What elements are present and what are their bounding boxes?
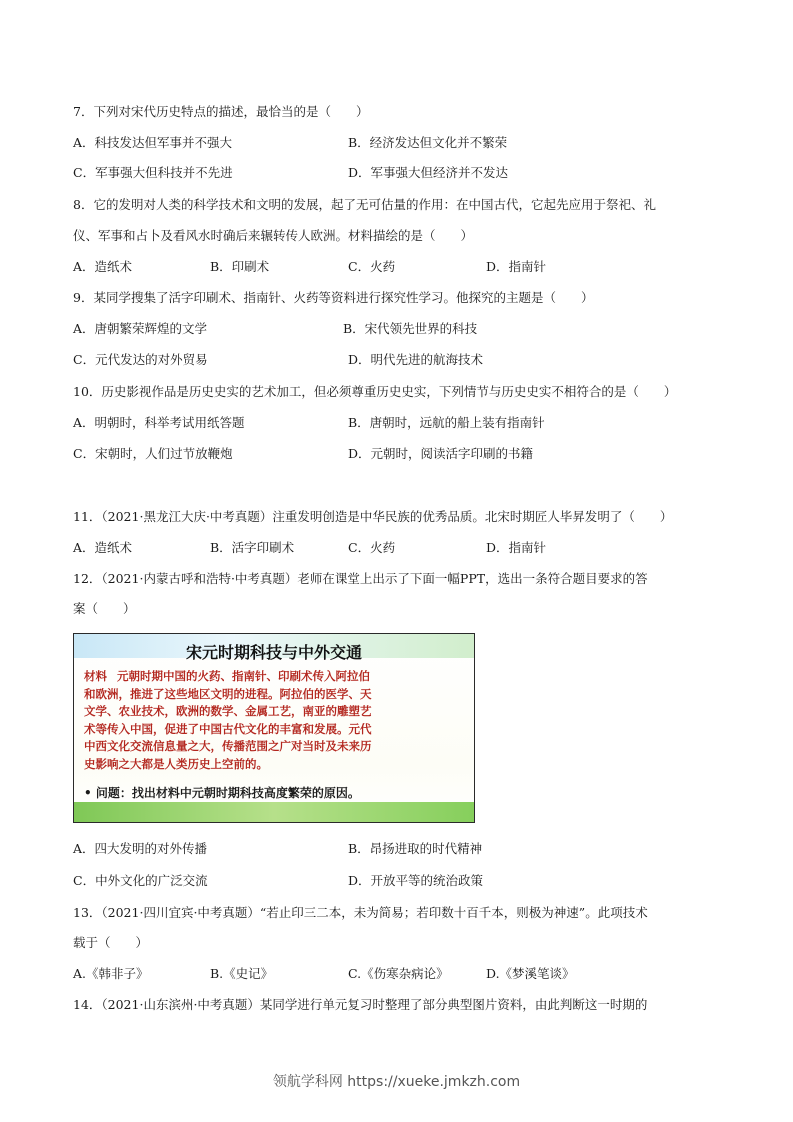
question-12-stem-line1: 12．（2021·内蒙古呼和浩特·中考真题）老师在课堂上出示了下面一幅PPT，选出一条符合题目要求的答 (73, 571, 648, 586)
question-10-option-c: C．宋朝时，人们过节放鞭炮 (73, 446, 233, 461)
question-13-option-c: C.《伤寒杂病论》 (348, 966, 449, 981)
question-7-option-c: C．军事强大但科技并不先进 (73, 165, 233, 180)
question-12-option-d: D．开放平等的统治政策 (348, 873, 484, 888)
question-11-option-d: D．指南针 (486, 540, 547, 555)
question-11-stem: 11．（2021·黑龙江大庆·中考真题）注重发明创造是中华民族的优秀品质。北宋时期匠人毕昇发明了（ ） (73, 509, 673, 524)
question-7-stem: 7．下列对宋代历史特点的描述，最恰当的是（ ） (73, 104, 369, 119)
slide-line-1: 元朝时期中国的火药、指南针、印刷术传入阿拉伯 (117, 669, 370, 683)
question-12-option-a: A．四大发明的对外传播 (73, 841, 208, 856)
question-9-stem: 9．某同学搜集了活字印刷术、指南针、火药等资料进行探究性学习。他探究的主题是（ ） (73, 290, 594, 305)
slide-line-5: 中西文化交流信息量之大，传播范围之广对当时及未来历 (84, 739, 372, 753)
question-8-option-d: D．指南针 (486, 259, 547, 274)
question-9-option-d: D．明代先进的航海技术 (348, 352, 484, 367)
question-8-option-c: C．火药 (348, 259, 396, 274)
question-13-option-b: B.《史记》 (210, 966, 274, 981)
question-7-option-b: B．经济发达但文化并不繁荣 (348, 135, 508, 150)
slide-material-tag: 材料 (84, 669, 107, 683)
question-8-stem-line1: 8．它的发明对人类的科学技术和文明的发展，起了无可估量的作用：在中国古代，它起先应用于祭祀、礼 (73, 197, 656, 212)
question-9-option-a: A．唐朝繁荣辉煌的文学 (73, 321, 208, 336)
slide-line-4: 术等传入中国，促进了中国古代文化的丰富和发展。元代 (84, 721, 372, 736)
ppt-slide-image (73, 633, 475, 823)
slide-material-text (84, 668, 468, 773)
slide-title: 宋元时期科技与中外交通 (185, 643, 362, 662)
question-11-option-a: A．造纸术 (73, 540, 133, 555)
question-14-stem: 14．（2021·山东滨州·中考真题）某同学进行单元复习时整理了部分典型图片资料，由此判断这一时期的 (73, 997, 648, 1012)
question-11-option-b: B．活字印刷术 (210, 540, 295, 555)
question-13-option-a: A.《韩非子》 (73, 966, 149, 981)
question-10-option-d: D．元朝时，阅读活字印刷的书籍 (348, 446, 534, 461)
question-8-option-b: B．印刷术 (210, 259, 270, 274)
question-11-option-c: C．火药 (348, 540, 396, 555)
page-footer-watermark: 领航学科网 https://xueke.jmkzh.com (272, 1074, 521, 1090)
question-10-option-b: B．唐朝时，远航的船上装有指南针 (348, 415, 545, 430)
slide-question: • 问题：找出材料中元朝时期科技高度繁荣的原因。 (84, 786, 360, 800)
question-9-option-c: C．元代发达的对外贸易 (73, 352, 208, 367)
slide-bottom-decoration (74, 802, 474, 822)
question-12-stem-line2: 案（ ） (73, 601, 136, 616)
question-8-stem-line2: 仪、军事和占卜及看风水时确后来辗转传人欧洲。材料描绘的是（ ） (73, 228, 474, 243)
slide-line-2: 和欧洲，推进了这些地区文明的进程。阿拉伯的医学、天 (84, 686, 372, 701)
question-7-option-a: A．科技发达但军事并不强大 (73, 135, 233, 150)
slide-line-3: 文学、农业技术，欧洲的数学、金属工艺，南亚的雕塑艺 (84, 704, 372, 718)
question-7-option-d: D．军事强大但经济并不发达 (348, 165, 509, 180)
question-13-stem-line1: 13．（2021·四川宜宾·中考真题）“若止印三二本，未为简易；若印数十百千本，则极为神速”。此项技术 (73, 905, 648, 920)
question-13-stem-line2: 载于（ ） (73, 935, 149, 950)
slide-line-6: 史影响之大都是人类历史上空前的。 (84, 756, 268, 771)
question-8-option-a: A．造纸术 (73, 259, 133, 274)
question-10-stem: 10．历史影视作品是历史史实的艺术加工，但必须尊重历史史实，下列情节与历史史实不相符合的是（ ） (73, 384, 677, 399)
question-10-option-a: A．明朝时，科举考试用纸答题 (73, 415, 245, 430)
question-12-option-c: C．中外文化的广泛交流 (73, 873, 208, 888)
question-9-option-b: B．宋代领先世界的科技 (343, 321, 478, 336)
question-13-option-d: D.《梦溪笔谈》 (486, 966, 575, 981)
question-12-option-b: B．昂扬进取的时代精神 (348, 841, 483, 856)
